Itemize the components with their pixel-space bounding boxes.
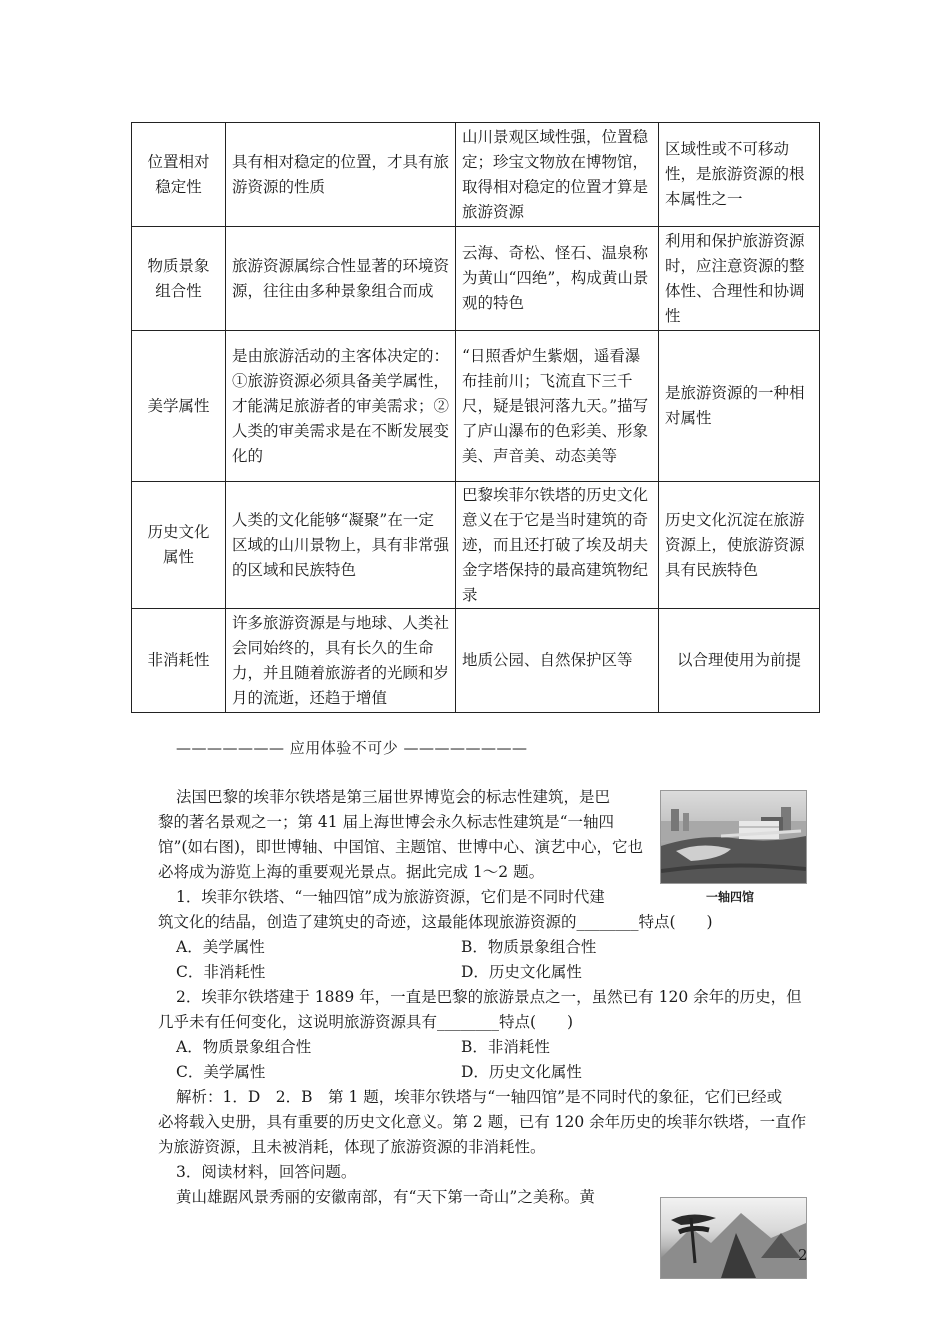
question-2-option-d: D．历史文化属性 xyxy=(461,1063,582,1081)
section-divider-title: ——————— 应用体验不可少 ———————— xyxy=(176,739,528,757)
huangshan-pine-illustration xyxy=(661,1198,806,1278)
table-row xyxy=(132,331,820,482)
analysis-line: 必将载入史册，具有重要的历史文化意义。第 2 题，已有 120 余年历史的埃菲尔铁塔，一直作 xyxy=(158,1113,807,1131)
question-2-option-c: C．美学属性 xyxy=(176,1063,266,1081)
question-2-option-b: B．非消耗性 xyxy=(461,1038,550,1056)
property-name: 美学属性 xyxy=(132,331,226,482)
property-note: 历史文化沉淀在旅游资源上，使旅游资源具有民族特色 xyxy=(659,482,820,609)
property-name: 物质景象 组合性 xyxy=(132,227,226,331)
question-3-line: 3．阅读材料，回答问题。 xyxy=(176,1163,357,1181)
tourism-resource-properties-table xyxy=(131,122,820,713)
expo-axis-photo xyxy=(660,790,807,884)
question-3-line: 黄山雄踞风景秀丽的安徽南部，有“天下第一奇山”之美称。黄 xyxy=(176,1188,595,1206)
question-2-option-a: A．物质景象组合性 xyxy=(176,1038,312,1056)
question-1-option-a: A．美学属性 xyxy=(176,938,265,956)
property-example: “日照香炉生紫烟，遥看瀑布挂前川；飞流直下三千尺，疑是银河落九天。”描写了庐山瀑布的色彩美、形象美、声音美、动态美等 xyxy=(456,331,659,482)
property-example: 云海、奇松、怪石、温泉称为黄山“四绝”，构成黄山景观的特色 xyxy=(456,227,659,331)
expo-axis-illustration xyxy=(661,791,806,883)
page-number: 2 xyxy=(798,1246,808,1264)
property-example: 山川景观区域性强，位置稳定；珍宝文物放在博物馆，取得相对稳定的位置才算是旅游资源 xyxy=(456,123,659,227)
intro-line: 馆”(如右图)，即世博轴、中国馆、主题馆、世博中心、演艺中心，它也 xyxy=(158,838,644,856)
table-row xyxy=(132,609,820,713)
figure-caption: 一轴四馆 xyxy=(706,890,755,904)
question-2-line: 几乎未有任何变化，这说明旅游资源具有________特点( ) xyxy=(158,1013,574,1031)
property-note: 是旅游资源的一种相对属性 xyxy=(659,331,820,482)
analysis-line: 解析：1．D 2．B 第 1 题，埃菲尔铁塔与“一轴四馆”是不同时代的象征，它们已经或 xyxy=(176,1088,783,1106)
question-1-line: 筑文化的结晶，创造了建筑史的奇迹，这最能体现旅游资源的________特点( ) xyxy=(158,913,713,931)
question-1-option-b: B．物质景象组合性 xyxy=(461,938,597,956)
property-description: 具有相对稳定的位置，才具有旅游资源的性质 xyxy=(226,123,456,227)
property-note: 区域性或不可移动性，是旅游资源的根本属性之一 xyxy=(659,123,820,227)
question-1-line: 1．埃菲尔铁塔、“一轴四馆”成为旅游资源，它们是不同时代建 xyxy=(176,888,605,906)
property-note: 利用和保护旅游资源时，应注意资源的整体性、合理性和协调性 xyxy=(659,227,820,331)
property-description: 旅游资源属综合性显著的环境资源，往往由多种景象组合而成 xyxy=(226,227,456,331)
analysis-line: 为旅游资源，且未被消耗，体现了旅游资源的非消耗性。 xyxy=(158,1138,546,1156)
huangshan-photo xyxy=(660,1197,807,1279)
table-row xyxy=(132,227,820,331)
property-example: 地质公园、自然保护区等 xyxy=(456,609,659,713)
intro-line: 必将成为游览上海的重要观光景点。据此完成 1～2 题。 xyxy=(158,863,545,881)
table-row xyxy=(132,482,820,609)
property-description: 是由旅游活动的主客体决定的：①旅游资源必须具备美学属性，才能满足旅游者的审美需求；②人类的审美需求是在不断发展变化的 xyxy=(226,331,456,482)
question-1-option-d: D．历史文化属性 xyxy=(461,963,582,981)
property-example: 巴黎埃菲尔铁塔的历史文化意义在于它是当时建筑的奇迹，而且还打破了埃及胡夫金字塔保持的最高建筑物纪录 xyxy=(456,482,659,609)
intro-line: 法国巴黎的埃菲尔铁塔是第三届世界博览会的标志性建筑，是巴 xyxy=(176,788,611,806)
property-name: 位置相对 稳定性 xyxy=(132,123,226,227)
question-2-line: 2．埃菲尔铁塔建于 1889 年，一直是巴黎的旅游景点之一，虽然已有 120 余年的历史，但 xyxy=(176,988,802,1006)
property-name: 历史文化 属性 xyxy=(132,482,226,609)
property-description: 许多旅游资源是与地球、人类社会同始终的，具有长久的生命力，并且随着旅游者的光顾和岁月的流逝，还趋于增值 xyxy=(226,609,456,713)
property-description: 人类的文化能够“凝聚”在一定区域的山川景物上，具有非常强的区域和民族特色 xyxy=(226,482,456,609)
property-name: 非消耗性 xyxy=(132,609,226,713)
table-row xyxy=(132,123,820,227)
property-note: 以合理使用为前提 xyxy=(659,609,820,713)
intro-line: 黎的著名景观之一；第 41 届上海世博会永久标志性建筑是“一轴四 xyxy=(158,813,615,831)
question-1-option-c: C．非消耗性 xyxy=(176,963,266,981)
